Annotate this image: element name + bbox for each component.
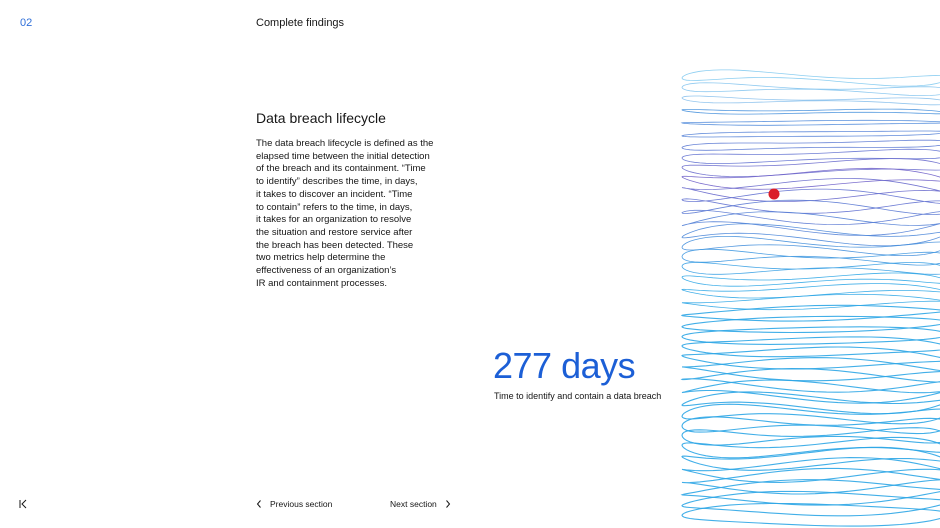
stat-caption: Time to identify and contain a data breach [494, 391, 662, 401]
wave-line [682, 458, 940, 483]
stat-value: 277 days [493, 345, 636, 386]
body-line: The data breach lifecycle is defined as the [256, 138, 434, 149]
next-section-label: Next section [390, 499, 437, 509]
previous-section-label: Previous section [270, 499, 333, 509]
wave-line [682, 392, 940, 414]
body-line: effectiveness of an organization’s [256, 265, 397, 277]
wave-line [682, 140, 940, 150]
wave-line [682, 149, 940, 163]
wave-line [682, 120, 940, 125]
first-page-button[interactable] [17, 497, 31, 511]
body-line: IR and containment processes. [256, 277, 387, 289]
wave-line [682, 168, 940, 189]
wave-line [682, 179, 940, 202]
section-title: Complete findings [256, 17, 345, 29]
next-section-link[interactable] [390, 499, 452, 509]
body-line: it takes for an organization to resolve [256, 214, 412, 226]
body-line: the breach has been detected. These [256, 239, 414, 251]
chevron-right-icon [444, 499, 452, 509]
body-paragraph [256, 138, 448, 290]
red-marker-dot [769, 189, 780, 200]
wave-line [682, 428, 940, 445]
wave-line [682, 70, 940, 86]
body-line: of the breach and its containment. “Time [256, 163, 426, 175]
wave-lines [682, 70, 940, 526]
wave-line [682, 189, 940, 213]
body-line: to identify” describes the time, in days, [256, 176, 418, 188]
chevron-left-icon [255, 499, 263, 509]
wave-line [682, 96, 940, 105]
wave-line [682, 83, 940, 96]
body-line: two metrics help determine the [256, 252, 386, 264]
first-page-icon [17, 497, 31, 511]
page-number: 02 [20, 17, 33, 29]
wave-line [682, 109, 940, 114]
wave-line [682, 131, 940, 137]
body-line: the situation and restore service after [256, 226, 413, 238]
wave-line [682, 480, 940, 505]
spiral-wave-illustration [680, 60, 940, 528]
body-line: to contain” refers to the time, in days, [256, 201, 413, 213]
wave-line [682, 224, 940, 246]
body-line: elapsed time between the initial detection [256, 150, 430, 162]
previous-section-link[interactable] [255, 499, 332, 509]
body-line: it takes to discover an incident. “Time [256, 188, 413, 200]
wave-line [682, 159, 940, 177]
page-heading: Data breach lifecycle [256, 110, 386, 126]
